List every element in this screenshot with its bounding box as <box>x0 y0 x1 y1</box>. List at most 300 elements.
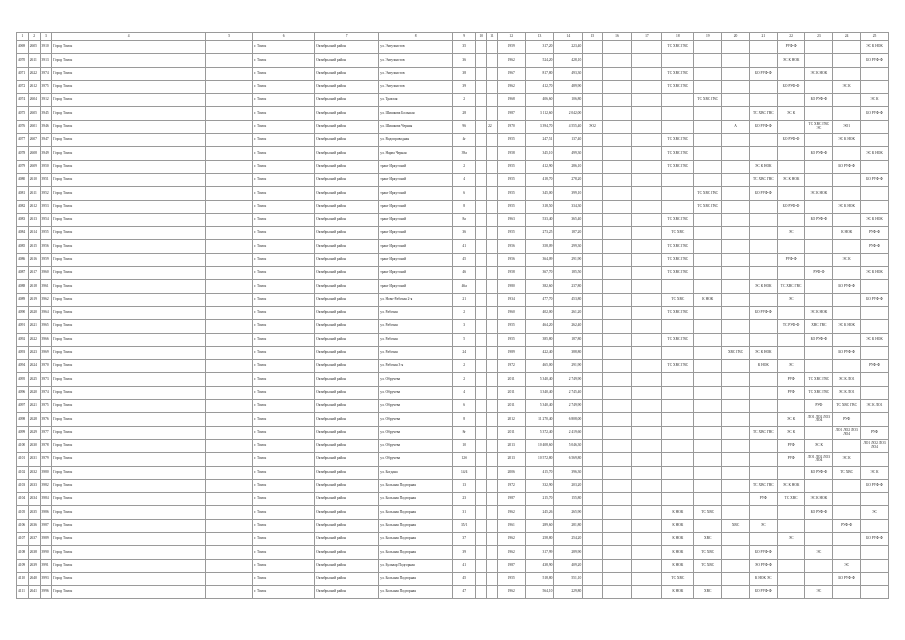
table-cell <box>602 519 632 532</box>
table-cell: 4099 <box>17 426 29 439</box>
table-cell <box>632 546 662 559</box>
table-cell <box>487 532 498 545</box>
table-cell: 22 <box>487 120 498 133</box>
table-cell: 2630 <box>28 439 40 452</box>
table-cell <box>487 493 498 506</box>
table-cell: 3996 <box>40 586 52 599</box>
table-cell <box>206 306 253 319</box>
table-cell: Октябрьский район <box>315 519 379 532</box>
table-cell <box>694 107 722 120</box>
table-row <box>17 346 889 359</box>
column-number-cell: 17 <box>632 33 662 41</box>
table-cell <box>722 386 750 399</box>
table-cell: ХВС ГВС <box>722 346 750 359</box>
table-cell: 4096 <box>17 386 29 399</box>
table-cell: Октябрьский район <box>315 320 379 333</box>
table-cell <box>749 453 777 466</box>
table-cell <box>602 134 632 147</box>
table-cell <box>602 213 632 226</box>
table-cell: Город Томск <box>52 333 206 346</box>
table-cell <box>602 346 632 359</box>
table-cell <box>805 426 833 439</box>
table-cell: ЭС К НОК <box>861 333 889 346</box>
table-cell: 2610 <box>28 173 40 186</box>
table-cell <box>583 280 602 293</box>
table-cell: 2 749,90 <box>554 373 583 386</box>
table-cell: 2619 <box>28 293 40 306</box>
table-cell <box>861 572 889 585</box>
table-cell: 12б <box>452 453 476 466</box>
table-cell: БО РУФ-Ф <box>749 120 777 133</box>
column-number-cell: 21 <box>749 33 777 41</box>
table-cell: г. Томск <box>253 373 315 386</box>
table-cell <box>583 360 602 373</box>
table-cell <box>833 67 861 80</box>
table-cell: 4098 <box>17 413 29 426</box>
table-cell: Октябрьский район <box>315 360 379 373</box>
table-cell: 2613 <box>28 213 40 226</box>
table-cell <box>632 572 662 585</box>
table-cell <box>487 386 498 399</box>
table-cell <box>777 213 805 226</box>
table-cell: 3 112,60 <box>525 107 554 120</box>
table-cell: 4085 <box>17 240 29 253</box>
table-cell: 1955 <box>497 333 525 346</box>
table-cell <box>476 386 487 399</box>
table-cell <box>694 373 722 386</box>
table-cell: 96 <box>452 120 476 133</box>
table-row <box>17 413 889 426</box>
table-cell: г. Томск <box>253 493 315 506</box>
table-cell <box>662 400 694 413</box>
table-cell: К НОК <box>694 293 722 306</box>
table-cell <box>722 147 750 160</box>
table-cell <box>206 80 253 93</box>
table-cell <box>833 333 861 346</box>
table-cell: 286,10 <box>554 160 583 173</box>
table-row <box>17 267 889 280</box>
table-cell <box>206 120 253 133</box>
table-cell: ЭС <box>833 559 861 572</box>
table-cell <box>602 559 632 572</box>
table-cell <box>777 147 805 160</box>
table-cell <box>833 94 861 107</box>
table-cell <box>487 413 498 426</box>
table-cell <box>602 67 632 80</box>
table-cell: ЭО1 <box>833 120 861 133</box>
table-cell: К НОК <box>749 360 777 373</box>
table-cell: Октябрьский район <box>315 134 379 147</box>
table-cell: Октябрьский район <box>315 213 379 226</box>
table-cell <box>749 200 777 213</box>
table-cell: 1958 <box>497 147 525 160</box>
table-cell: 155,80 <box>554 493 583 506</box>
table-cell: г. Томск <box>253 333 315 346</box>
table-cell <box>833 240 861 253</box>
table-cell: 8 <box>452 200 476 213</box>
table-row <box>17 572 889 585</box>
table-cell: БО РУФ-Ф <box>861 293 889 306</box>
table-cell: 317,20 <box>525 41 554 54</box>
table-cell <box>694 333 722 346</box>
table-cell: 2633 <box>28 479 40 492</box>
table-cell: тракт Иркутский <box>379 227 453 240</box>
table-cell: 2608 <box>28 147 40 160</box>
column-number-cell: 10 <box>476 33 487 41</box>
table-cell <box>833 173 861 186</box>
table-cell <box>833 41 861 54</box>
table-cell <box>861 253 889 266</box>
table-cell <box>602 439 632 452</box>
table-cell <box>632 466 662 479</box>
table-cell: 254,20 <box>554 532 583 545</box>
table-cell <box>749 413 777 426</box>
table-cell <box>861 546 889 559</box>
table-cell <box>694 493 722 506</box>
table-cell <box>694 413 722 426</box>
table-cell: РУФ-Ф <box>861 227 889 240</box>
table-cell: ТС ХВС ГВС <box>805 373 833 386</box>
table-cell: 3953 <box>40 200 52 213</box>
table-cell <box>694 147 722 160</box>
table-cell: 2620 <box>28 386 40 399</box>
table-cell <box>206 400 253 413</box>
table-cell: 4104 <box>17 493 29 506</box>
table-cell: ЭС К НОК <box>749 160 777 173</box>
table-cell: г. Томск <box>253 134 315 147</box>
table-cell <box>476 147 487 160</box>
table-cell: ул. Нарва Черная <box>379 147 453 160</box>
table-cell <box>722 67 750 80</box>
table-cell <box>476 479 487 492</box>
table-cell <box>632 160 662 173</box>
table-cell: Город Томск <box>52 147 206 160</box>
table-cell <box>694 360 722 373</box>
table-cell <box>833 107 861 120</box>
table-cell <box>602 466 632 479</box>
table-cell: тракт Иркутский <box>379 267 453 280</box>
table-cell: Город Томск <box>52 306 206 319</box>
table-cell <box>206 360 253 373</box>
table-cell: 3952 <box>40 187 52 200</box>
table-cell <box>833 293 861 306</box>
table-cell: 2614 <box>28 227 40 240</box>
table-cell: 367,70 <box>525 267 554 280</box>
table-cell <box>206 346 253 359</box>
table-cell <box>749 253 777 266</box>
table-row <box>17 213 889 226</box>
table-cell: г. Томск <box>253 306 315 319</box>
table-cell <box>476 493 487 506</box>
column-number-cell: 14 <box>554 33 583 41</box>
table-cell: 1989 <box>497 346 525 359</box>
table-cell <box>777 160 805 173</box>
table-cell: 412,90 <box>525 160 554 173</box>
table-cell: БО РУФ-Ф <box>833 572 861 585</box>
table-cell: Октябрьский район <box>315 479 379 492</box>
table-cell: 332,90 <box>525 479 554 492</box>
table-cell: Город Томск <box>52 80 206 93</box>
column-number-cell: 7 <box>315 33 379 41</box>
table-row <box>17 320 889 333</box>
table-cell <box>476 173 487 186</box>
table-cell <box>777 519 805 532</box>
table-cell: 3987 <box>40 519 52 532</box>
table-cell: 1955 <box>497 320 525 333</box>
table-cell: г. Томск <box>253 41 315 54</box>
table-cell <box>662 386 694 399</box>
table-cell <box>206 213 253 226</box>
table-cell: Октябрьский район <box>315 160 379 173</box>
table-cell: ЭС К <box>777 413 805 426</box>
table-cell <box>206 200 253 213</box>
table-cell: 1987 <box>497 107 525 120</box>
table-cell: ЭС К НОК <box>777 173 805 186</box>
table-cell <box>749 320 777 333</box>
table-cell: 422,40 <box>525 346 554 359</box>
table-cell <box>805 572 833 585</box>
table-cell: г. Томск <box>253 586 315 599</box>
table-cell <box>487 346 498 359</box>
table-cell: К НОК <box>662 586 694 599</box>
table-cell <box>487 586 498 599</box>
table-cell <box>602 453 632 466</box>
table-cell: ХВС ГВС <box>805 320 833 333</box>
table-cell: 4г <box>452 134 476 147</box>
table-cell: 3962 <box>40 293 52 306</box>
table-cell <box>206 54 253 67</box>
table-cell: ЭС К <box>805 439 833 452</box>
table-cell: 47 <box>452 586 476 599</box>
table-cell: 2012 <box>497 413 525 426</box>
table-cell <box>602 586 632 599</box>
table-cell <box>476 213 487 226</box>
table-cell: 3991 <box>40 559 52 572</box>
column-number-cell: 3 <box>40 33 52 41</box>
table-cell: ул. Большая Подгорная <box>379 586 453 599</box>
table-cell: г. Томск <box>253 187 315 200</box>
table-row <box>17 160 889 173</box>
table-cell: БО РУФ-Ф <box>805 333 833 346</box>
table-cell: ул. Бульвар Подгорная <box>379 559 453 572</box>
table-cell <box>777 346 805 359</box>
table-cell <box>206 519 253 532</box>
table-cell: ТС ХВС <box>777 493 805 506</box>
table-cell: г. Томск <box>253 400 315 413</box>
table-cell: г. Томск <box>253 546 315 559</box>
table-cell: ТС ХВС ГВС <box>662 80 694 93</box>
table-cell <box>805 54 833 67</box>
table-cell: 2620 <box>28 306 40 319</box>
table-row <box>17 306 889 319</box>
table-cell <box>694 67 722 80</box>
table-cell: Город Томск <box>52 54 206 67</box>
table-cell: г. Томск <box>253 227 315 240</box>
table-cell: ЭС <box>777 360 805 373</box>
column-number-cell: 18 <box>662 33 694 41</box>
table-cell: ЭС К НОК <box>861 41 889 54</box>
table-cell <box>632 506 662 519</box>
table-cell: 37 <box>452 532 476 545</box>
table-cell <box>487 54 498 67</box>
table-cell: 438,90 <box>525 559 554 572</box>
table-cell: Город Томск <box>52 532 206 545</box>
table-cell: Октябрьский район <box>315 453 379 466</box>
table-cell <box>805 346 833 359</box>
table-cell: 2 <box>452 360 476 373</box>
table-cell <box>487 400 498 413</box>
table-cell: 237,80 <box>554 280 583 293</box>
table-cell: Октябрьский район <box>315 559 379 572</box>
table-cell: 3974 <box>40 67 52 80</box>
table-cell <box>833 586 861 599</box>
table-cell: БО РУФ-Ф <box>805 147 833 160</box>
table-cell <box>662 479 694 492</box>
table-cell: Октябрьский район <box>315 400 379 413</box>
table-cell: ТС ХВС ГВС <box>694 187 722 200</box>
table-cell <box>583 41 602 54</box>
table-cell <box>632 120 662 133</box>
table-cell: 5 340,40 <box>525 373 554 386</box>
table-cell: ул. Рабочая <box>379 320 453 333</box>
table-cell <box>777 306 805 319</box>
table-row <box>17 453 889 466</box>
table-cell: ул. Рабочая <box>379 306 453 319</box>
table-cell <box>749 386 777 399</box>
table-cell <box>487 479 498 492</box>
table-cell <box>476 453 487 466</box>
table-cell <box>476 280 487 293</box>
table-cell <box>583 532 602 545</box>
table-cell <box>722 506 750 519</box>
table-cell <box>632 306 662 319</box>
table-cell <box>487 173 498 186</box>
table-cell: Октябрьский район <box>315 240 379 253</box>
table-cell <box>632 413 662 426</box>
table-cell: ул. Обручева <box>379 426 453 439</box>
table-cell <box>805 200 833 213</box>
table-cell: 2616 <box>28 253 40 266</box>
table-cell <box>206 267 253 280</box>
table-cell: 6 808,00 <box>554 413 583 426</box>
table-cell <box>476 572 487 585</box>
table-cell <box>583 80 602 93</box>
table-cell: 2639 <box>28 559 40 572</box>
table-cell <box>632 559 662 572</box>
table-cell <box>694 386 722 399</box>
table-cell <box>487 280 498 293</box>
table-cell <box>487 107 498 120</box>
table-cell: 3975 <box>40 400 52 413</box>
table-cell: 223,40 <box>554 41 583 54</box>
table-cell: г. Томск <box>253 80 315 93</box>
table-cell: 4091 <box>17 320 29 333</box>
table-cell <box>777 267 805 280</box>
table-cell <box>206 227 253 240</box>
table-cell <box>694 346 722 359</box>
table-cell: РУФ <box>861 426 889 439</box>
table-cell: Город Томск <box>52 572 206 585</box>
table-cell: Город Томск <box>52 280 206 293</box>
table-cell: ЭС <box>805 586 833 599</box>
table-cell: 3913 <box>40 54 52 67</box>
table-cell <box>476 400 487 413</box>
table-cell: ЭС <box>749 519 777 532</box>
table-cell: 38 <box>452 67 476 80</box>
table-cell <box>805 227 833 240</box>
table-cell <box>694 439 722 452</box>
table-cell <box>583 373 602 386</box>
table-cell: 1955 <box>497 200 525 213</box>
table-cell <box>662 413 694 426</box>
table-cell <box>749 240 777 253</box>
table-cell: 2622 <box>28 333 40 346</box>
table-cell: БО РУФ-Ф <box>749 187 777 200</box>
table-cell: 3910 <box>40 41 52 54</box>
table-cell: Город Томск <box>52 267 206 280</box>
table-cell <box>632 147 662 160</box>
table-cell: 3965 <box>40 320 52 333</box>
table-cell: 3975 <box>40 80 52 93</box>
table-cell <box>632 107 662 120</box>
table-cell <box>583 320 602 333</box>
table-cell: Город Томск <box>52 293 206 306</box>
table-cell: 4089 <box>17 293 29 306</box>
table-cell: 1962 <box>497 532 525 545</box>
table-cell: 229,80 <box>554 586 583 599</box>
table-cell: г. Томск <box>253 346 315 359</box>
table-cell: 4092 <box>17 333 29 346</box>
table-cell <box>662 200 694 213</box>
table-cell <box>777 120 805 133</box>
table-cell: ХВС <box>722 519 750 532</box>
table-cell: 4 <box>452 386 476 399</box>
table-cell: ЭС <box>777 532 805 545</box>
table-cell: ул. Большая Подгорная <box>379 572 453 585</box>
table-cell: 4083 <box>17 213 29 226</box>
table-cell <box>476 200 487 213</box>
table-cell: ТС ХВС ГВС <box>662 306 694 319</box>
table-cell: ТС ХВС <box>694 546 722 559</box>
table-cell: 4077 <box>17 134 29 147</box>
table-cell: ЭС К НОК <box>861 147 889 160</box>
table-cell <box>805 519 833 532</box>
table-cell <box>206 333 253 346</box>
table-cell: 261,20 <box>554 306 583 319</box>
table-cell <box>694 453 722 466</box>
table-cell: Октябрьский район <box>315 280 379 293</box>
table-cell: Октябрьский район <box>315 572 379 585</box>
table-cell <box>583 213 602 226</box>
table-cell: ТС ХВС ГВС <box>662 240 694 253</box>
table-cell: ул. Обручева <box>379 373 453 386</box>
table-row <box>17 546 889 559</box>
table-cell <box>662 320 694 333</box>
table-cell <box>694 213 722 226</box>
table-cell: 299,30 <box>554 240 583 253</box>
table-cell <box>476 346 487 359</box>
table-cell <box>722 559 750 572</box>
table-cell <box>476 253 487 266</box>
table-cell <box>694 426 722 439</box>
table-cell: Октябрьский район <box>315 54 379 67</box>
table-cell: 4087 <box>17 267 29 280</box>
table-cell <box>722 160 750 173</box>
table-cell <box>632 293 662 306</box>
table-cell <box>777 586 805 599</box>
table-cell: 3955 <box>40 227 52 240</box>
table-cell <box>749 400 777 413</box>
